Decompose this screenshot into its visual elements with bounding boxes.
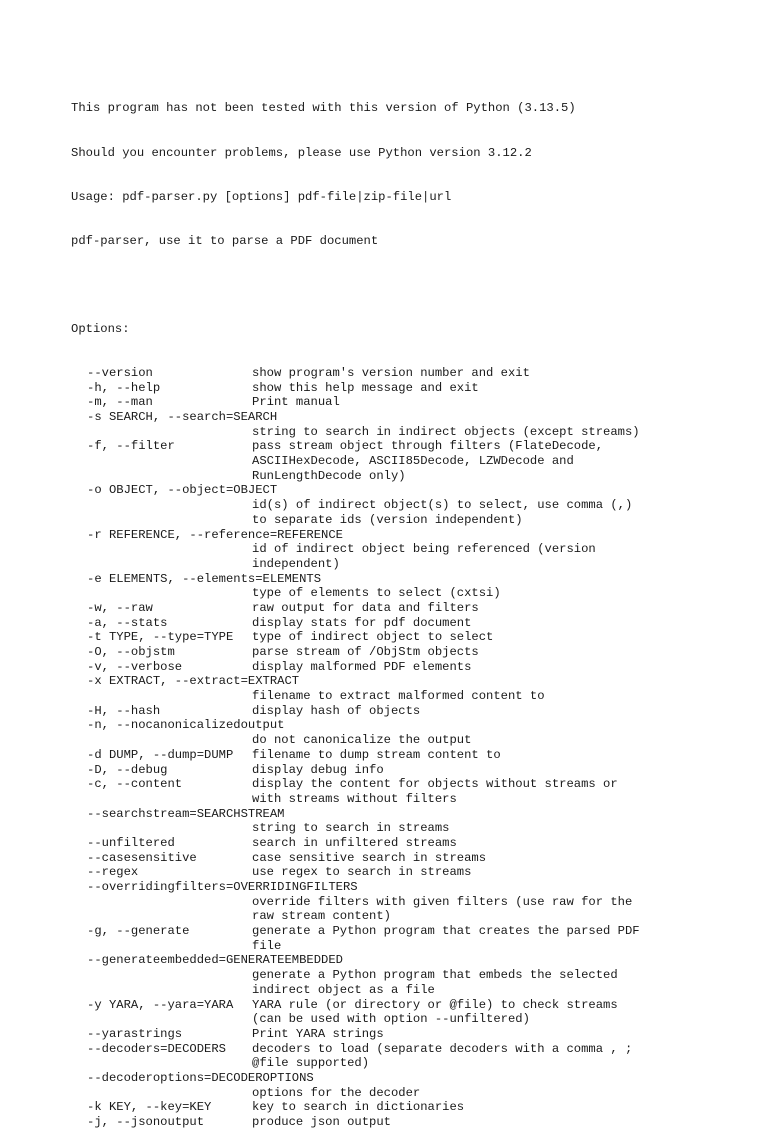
option-description: ASCIIHexDecode, ASCII85Decode, LZWDecode and [252, 454, 574, 469]
option-flag: -a, --stats [87, 615, 168, 630]
option-description: to separate ids (version independent) [252, 512, 523, 527]
option-description: with streams without filters [252, 791, 457, 806]
option-flag: --decoders=DECODERS [87, 1041, 226, 1056]
option-flag: -y YARA, --yara=YARA [87, 997, 234, 1012]
options-list [71, 366, 761, 1130]
option-flag: -t TYPE, --type=TYPE [87, 630, 234, 645]
option-description: raw output for data and filters [252, 600, 479, 615]
option-description: string to search in indirect objects (except streams) [252, 424, 640, 439]
option-description: show this help message and exit [252, 380, 479, 395]
option-row [71, 939, 761, 954]
option-row [71, 807, 761, 822]
option-description: pass stream object through filters (FlateDecode, [252, 439, 604, 454]
option-row [71, 1071, 761, 1086]
option-row [71, 865, 761, 880]
option-description: id of indirect object being referenced (version [252, 542, 596, 557]
option-description: case sensitive search in streams [252, 850, 487, 865]
option-row [71, 425, 761, 440]
option-row [71, 630, 761, 645]
option-flag: -h, --help [87, 380, 161, 395]
option-row [71, 733, 761, 748]
option-flag: -s SEARCH, --search=SEARCH [87, 410, 278, 425]
option-description: (can be used with option --unfiltered) [252, 1012, 530, 1027]
option-flag: -e ELEMENTS, --elements=ELEMENTS [87, 571, 322, 586]
option-row [71, 381, 761, 396]
option-row [71, 645, 761, 660]
option-row [71, 498, 761, 513]
option-row [71, 528, 761, 543]
option-flag: -w, --raw [87, 600, 153, 615]
option-row [71, 851, 761, 866]
option-row [71, 909, 761, 924]
description-line: pdf-parser, use it to parse a PDF document [71, 233, 379, 248]
option-description: key to search in dictionaries [252, 1100, 465, 1115]
option-row [71, 557, 761, 572]
option-flag: -f, --filter [87, 439, 175, 454]
option-row [71, 454, 761, 469]
option-row [71, 880, 761, 895]
option-description: YARA rule (or directory or @file) to check streams [252, 997, 618, 1012]
option-flag: -m, --man [87, 395, 153, 410]
option-row [71, 601, 761, 616]
option-row [71, 483, 761, 498]
option-row [71, 674, 761, 689]
option-description: use regex to search in streams [252, 865, 472, 880]
option-description: raw stream content) [252, 909, 391, 924]
option-row [71, 998, 761, 1013]
option-description: generate a Python program that creates the parsed PDF [252, 924, 640, 939]
option-flag: --searchstream=SEARCHSTREAM [87, 806, 285, 821]
option-row [71, 968, 761, 983]
option-row [71, 836, 761, 851]
option-flag: -x EXTRACT, --extract=EXTRACT [87, 674, 300, 689]
option-flag: -D, --debug [87, 762, 168, 777]
usage-line: Usage: pdf-parser.py [options] pdf-file|zip-file|url [71, 189, 452, 204]
option-flag: --decoderoptions=DECODEROPTIONS [87, 1070, 314, 1085]
option-flag: -g, --generate [87, 924, 190, 939]
option-description: do not canonicalize the output [252, 733, 472, 748]
option-description: produce json output [252, 1115, 391, 1130]
header-line: This program has not been tested with this version of Python (3.13.5) [71, 101, 576, 116]
option-row [71, 718, 761, 733]
option-flag: -O, --objstm [87, 645, 175, 660]
option-description: RunLengthDecode only) [252, 468, 406, 483]
option-description: Print manual [252, 395, 340, 410]
option-row [71, 953, 761, 968]
option-row [71, 1027, 761, 1042]
option-description: display malformed PDF elements [252, 659, 472, 674]
option-description: id(s) of indirect object(s) to select, use comma (,) [252, 498, 633, 513]
option-flag: -j, --jsonoutput [87, 1115, 205, 1130]
option-description: type of indirect object to select [252, 630, 494, 645]
option-description: display the content for objects without streams or [252, 777, 618, 792]
option-row [71, 689, 761, 704]
option-row [71, 439, 761, 454]
option-flag: --casesensitive [87, 850, 197, 865]
option-description: type of elements to select (cxtsi) [252, 586, 501, 601]
option-description: filename to dump stream content to [252, 747, 501, 762]
option-flag: --overridingfilters=OVERRIDINGFILTERS [87, 880, 358, 895]
option-description: display debug info [252, 762, 384, 777]
option-row [71, 513, 761, 528]
option-flag: --regex [87, 865, 139, 880]
option-row [71, 469, 761, 484]
option-row [71, 1042, 761, 1057]
option-flag: -d DUMP, --dump=DUMP [87, 747, 234, 762]
options-heading: Options: [71, 321, 130, 336]
option-description: generate a Python program that embeds the selected [252, 968, 618, 983]
option-description: search in unfiltered streams [252, 835, 457, 850]
option-flag: --generateembedded=GENERATEEMBEDDED [87, 953, 343, 968]
option-description: display hash of objects [252, 703, 421, 718]
option-row [71, 572, 761, 587]
option-row [71, 1056, 761, 1071]
option-row [71, 586, 761, 601]
option-description: options for the decoder [252, 1085, 421, 1100]
blank-line [71, 278, 761, 293]
option-description: independent) [252, 556, 340, 571]
option-flag: -r REFERENCE, --reference=REFERENCE [87, 527, 343, 542]
option-description: Print YARA strings [252, 1026, 384, 1041]
option-row [71, 821, 761, 836]
header-line: Should you encounter problems, please use Python version 3.12.2 [71, 145, 532, 160]
option-row [71, 616, 761, 631]
option-flag: -H, --hash [87, 703, 161, 718]
option-flag: --unfiltered [87, 835, 175, 850]
option-row [71, 660, 761, 675]
option-row [71, 366, 761, 381]
option-flag: --yarastrings [87, 1026, 183, 1041]
option-description: @file supported) [252, 1056, 370, 1071]
option-flag: -k KEY, --key=KEY [87, 1100, 212, 1115]
option-description: file [252, 938, 282, 953]
option-row [71, 763, 761, 778]
option-row [71, 542, 761, 557]
option-row [71, 792, 761, 807]
option-description: filename to extract malformed content to [252, 689, 545, 704]
option-row [71, 1086, 761, 1101]
option-description: display stats for pdf document [252, 615, 472, 630]
option-row [71, 704, 761, 719]
option-description: override filters with given filters (use raw for the [252, 894, 633, 909]
option-row [71, 1012, 761, 1027]
option-description: parse stream of /ObjStm objects [252, 645, 479, 660]
option-row [71, 410, 761, 425]
option-row [71, 924, 761, 939]
option-row [71, 895, 761, 910]
option-flag: -o OBJECT, --object=OBJECT [87, 483, 278, 498]
option-flag: -c, --content [87, 777, 183, 792]
help-output [71, 72, 761, 1144]
option-row [71, 748, 761, 763]
option-row [71, 983, 761, 998]
option-description: indirect object as a file [252, 982, 435, 997]
option-flag: -n, --nocanonicalizedoutput [87, 718, 285, 733]
option-row [71, 1100, 761, 1115]
option-description: show program's version number and exit [252, 365, 530, 380]
option-row [71, 1115, 761, 1130]
option-description: string to search in streams [252, 821, 450, 836]
option-flag: -v, --verbose [87, 659, 183, 674]
option-flag: --version [87, 365, 153, 380]
option-row [71, 395, 761, 410]
option-description: decoders to load (separate decoders with a comma , ; [252, 1041, 633, 1056]
option-row [71, 777, 761, 792]
